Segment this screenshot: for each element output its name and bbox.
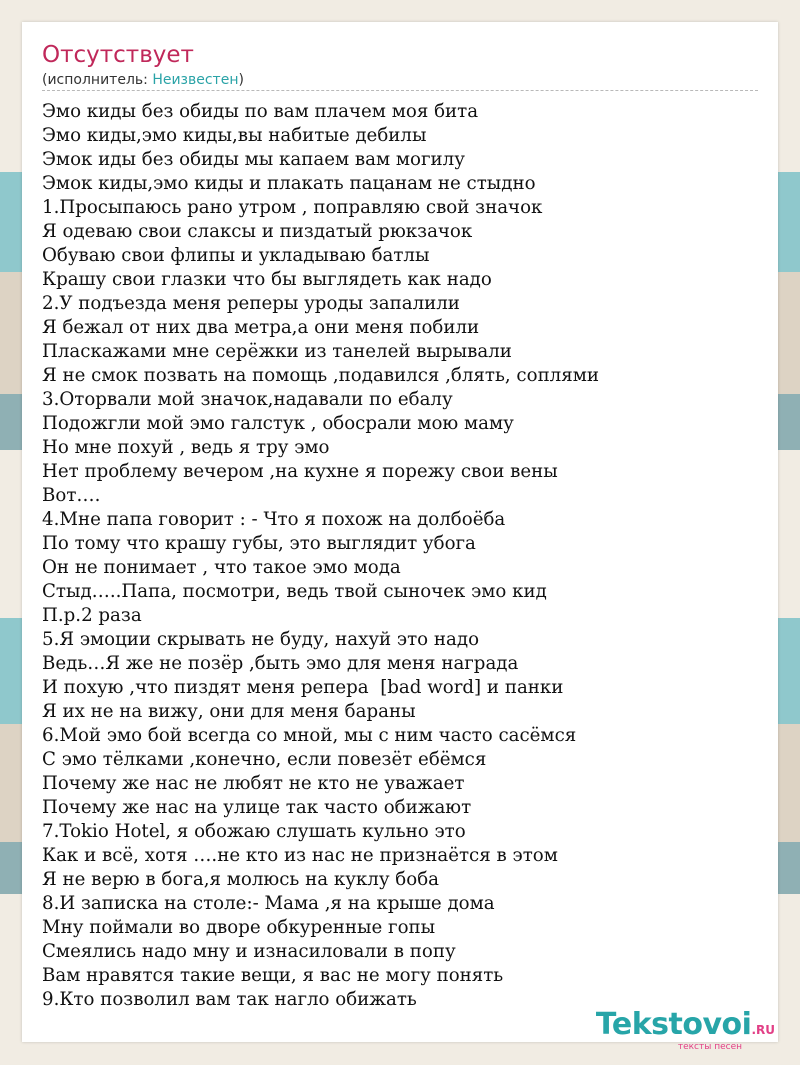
- lyrics-line: Я бежал от них два метра,а они меня побили: [42, 317, 480, 338]
- lyrics-line: Я не смок позвать на помощь ,подавился ,блять, соплями: [42, 365, 599, 386]
- lyrics-line: По тому что крашу губы, это выглядит убога: [42, 533, 476, 554]
- lyrics-line: Я одеваю свои слаксы и пиздатый рюкзачок: [42, 221, 473, 242]
- lyrics-line: Нет проблему вечером ,на кухне я порежу свои вены: [42, 461, 558, 482]
- lyrics-line: Эмок иды без обиды мы капаем вам могилу: [42, 149, 465, 170]
- divider: [42, 90, 758, 91]
- lyrics-line: Как и всё, хотя ….не кто из нас не признаётся в этом: [42, 845, 558, 866]
- song-title: Отсутствует: [42, 42, 194, 68]
- lyrics-line: Он не понимает , что такое эмо мода: [42, 557, 401, 578]
- lyrics-line: Эмо киды,эмо киды,вы набитые дебилы: [42, 125, 427, 146]
- lyrics-line: 8.И записка на столе:- Мама ,я на крыше дома: [42, 893, 495, 914]
- lyrics-line: Подожгли мой эмо галстук , обосрали мою маму: [42, 413, 514, 434]
- lyrics-line: 9.Кто позволил вам так нагло обижать: [42, 989, 417, 1010]
- artist-line: [42, 72, 244, 88]
- lyrics-line: Крашу свои глазки что бы выглядеть как надо: [42, 269, 492, 290]
- lyrics-text: [42, 100, 758, 1012]
- lyrics-line: Эмо киды без обиды по вам плачем моя бита: [42, 101, 479, 122]
- logo-tld: .RU: [751, 1023, 775, 1037]
- lyrics-line: Почему же нас не любят не кто не уважает: [42, 773, 465, 794]
- lyrics-line: 4.Мне папа говорит : - Что я похож на долбоёба: [42, 509, 506, 530]
- lyrics-line: Я не верю в бога,я молюсь на куклу боба: [42, 869, 439, 890]
- lyrics-line: 2.У подъезда меня реперы уроды запалили: [42, 293, 460, 314]
- site-logo[interactable]: [570, 1007, 775, 1052]
- lyrics-line: 3.Оторвали мой значок,надавали по ебалу: [42, 389, 453, 410]
- lyrics-line: Вот….: [42, 485, 101, 506]
- logo-tagline: тексты песен: [677, 1042, 742, 1052]
- lyrics-line: И похую ,что пиздят меня репера [bad word] и панки: [42, 677, 564, 698]
- lyrics-line: Плаcкажами мне серёжки из танелей вырывали: [42, 341, 512, 362]
- lyrics-line: Стыд…..Папа, посмотри, ведь твой сыночек эмо кид: [42, 581, 547, 602]
- artist-link[interactable]: Неизвестен: [152, 72, 239, 88]
- lyrics-card: [22, 22, 778, 1052]
- lyrics-line: 5.Я эмоции скрывать не буду, нахуй это надо: [42, 629, 480, 650]
- lyrics-line: Вам нравятся такие вещи, я вас не могу понять: [42, 965, 504, 986]
- lyrics-line: Эмок киды,эмо киды и плакать пацанам не стыдно: [42, 173, 536, 194]
- lyrics-line: Но мне похуй , ведь я тру эмо: [42, 437, 330, 458]
- lyrics-line: 1.Просыпаюсь рано утром , поправляю свой значок: [42, 197, 543, 218]
- lyrics-line: 7.Tokio Hotel, я обожаю слушать кульно это: [42, 821, 466, 842]
- lyrics-line: С эмо тёлками ,конечно, если повезёт ебёмся: [42, 749, 487, 770]
- artist-prefix: (исполнитель:: [42, 72, 153, 88]
- artist-suffix: ): [238, 72, 244, 88]
- lyrics-line: П.р.2 раза: [42, 605, 142, 626]
- lyrics-line: Смеялись надо мну и изнасиловали в попу: [42, 941, 456, 962]
- lyrics-line: Почему же нас на улице так часто обижают: [42, 797, 472, 818]
- lyrics-line: Обуваю свои флипы и укладываю батлы: [42, 245, 430, 266]
- lyrics-line: 6.Мой эмо бой всегда со мной, мы с ним часто сасёмся: [42, 725, 577, 746]
- lyrics-line: Я их не на вижу, они для меня бараны: [42, 701, 416, 722]
- logo-name: Tekstovoi: [595, 1007, 752, 1042]
- lyrics-line: Ведь…Я же не позёр ,быть эмо для меня награда: [42, 653, 519, 674]
- lyrics-line: Мну поймали во дворе обкуренные гопы: [42, 917, 436, 938]
